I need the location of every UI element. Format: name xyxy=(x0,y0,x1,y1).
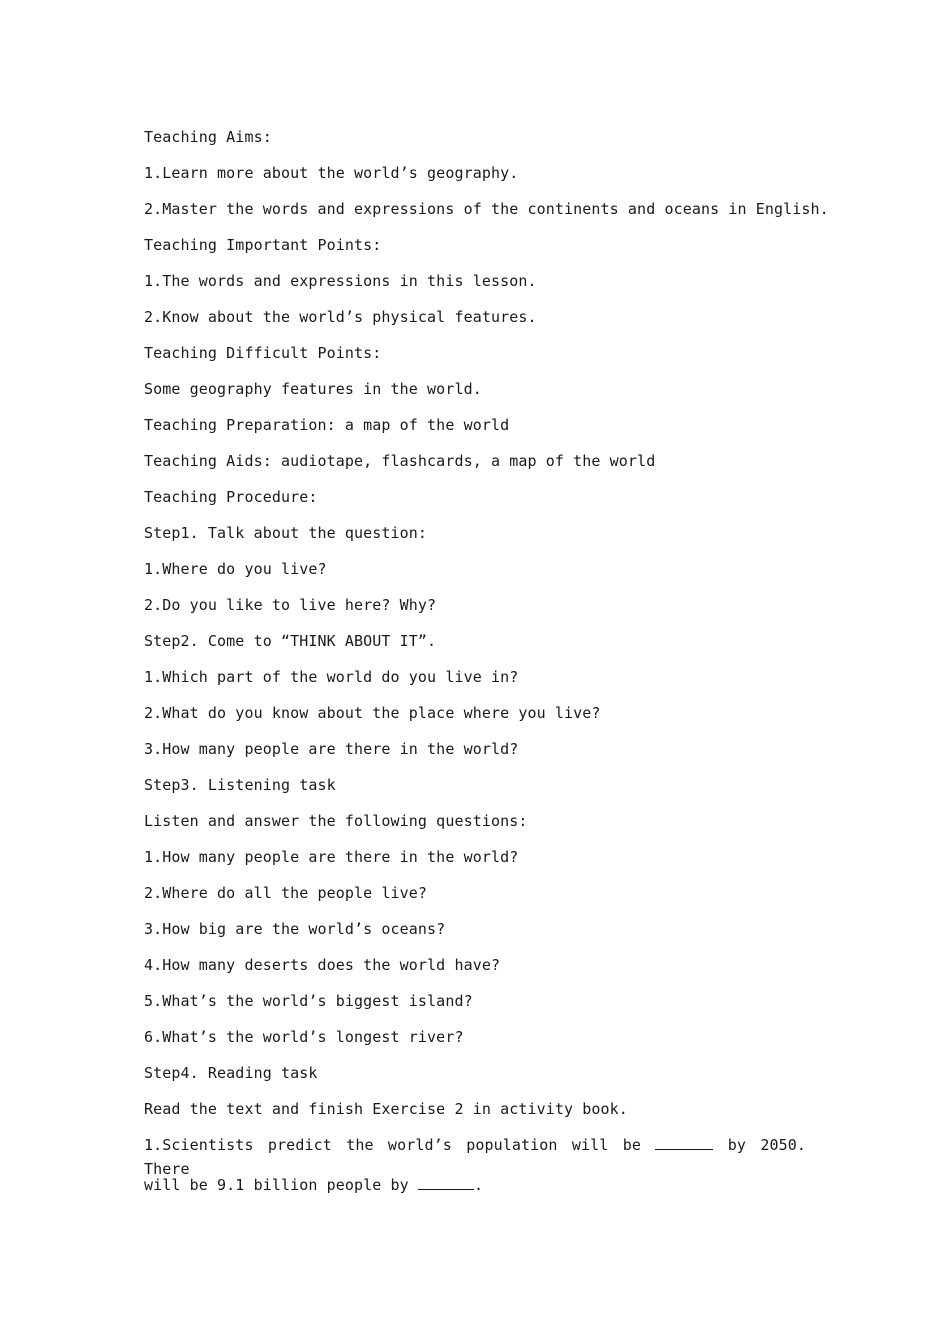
fill-in-blank xyxy=(418,1175,474,1190)
difficult-point-text: Some geography features in the world. xyxy=(144,380,482,398)
step3-instruction: Listen and answer the following questions: xyxy=(144,812,528,830)
listening-question-4: 4.How many deserts does the world have? xyxy=(144,956,501,974)
step1-question-2: 2.Do you like to live here? Why? xyxy=(144,596,437,614)
listening-question-1: 1.How many people are there in the world? xyxy=(144,848,519,866)
step3-heading: Step3. Listening task xyxy=(144,776,336,794)
teaching-preparation: Teaching Preparation: a map of the world xyxy=(144,416,510,434)
listening-question-3: 3.How big are the world’s oceans? xyxy=(144,920,446,938)
exercise-text-before-blank: will be 9.1 billion people by xyxy=(144,1176,409,1194)
fill-in-blank xyxy=(655,1135,713,1150)
aim-item-1: 1.Learn more about the world’s geography. xyxy=(144,164,519,182)
listening-question-6: 6.What’s the world’s longest river? xyxy=(144,1028,464,1046)
exercise-text-after-blank: . xyxy=(473,1176,484,1194)
aim-item-2: 2.Master the words and expressions of the continents and oceans in English. xyxy=(144,200,829,218)
step2-question-2: 2.What do you know about the place where you live? xyxy=(144,704,601,722)
important-point-2: 2.Know about the world’s physical features. xyxy=(144,308,537,326)
exercise-line-2 xyxy=(144,1173,824,1209)
heading-teaching-aims: Teaching Aims: xyxy=(144,128,272,146)
teaching-aids: Teaching Aids: audiotape, flashcards, a map of the world xyxy=(144,452,656,470)
important-point-1: 1.The words and expressions in this lesson. xyxy=(144,272,537,290)
heading-difficult-points: Teaching Difficult Points: xyxy=(144,344,382,362)
listening-question-2: 2.Where do all the people live? xyxy=(144,884,428,902)
heading-important-points: Teaching Important Points: xyxy=(144,236,382,254)
step1-heading: Step1. Talk about the question: xyxy=(144,524,428,542)
exercise-text-before-blank: 1.Scientists predict the world’s population will be xyxy=(144,1136,642,1154)
step1-question-1: 1.Where do you live? xyxy=(144,560,327,578)
exercise-line-1 xyxy=(144,1133,807,1178)
step4-instruction: Read the text and finish Exercise 2 in activity book. xyxy=(144,1100,628,1118)
step2-heading: Step2. Come to “THINK ABOUT IT”. xyxy=(144,632,437,650)
step4-heading: Step4. Reading task xyxy=(144,1064,318,1082)
listening-question-5: 5.What’s the world’s biggest island? xyxy=(144,992,473,1010)
heading-teaching-procedure: Teaching Procedure: xyxy=(144,488,318,506)
exercise-text-after-blank: by 2050. There xyxy=(144,1136,807,1178)
step2-question-1: 1.Which part of the world do you live in? xyxy=(144,668,519,686)
document-page xyxy=(144,125,829,1209)
step2-question-3: 3.How many people are there in the world? xyxy=(144,740,519,758)
